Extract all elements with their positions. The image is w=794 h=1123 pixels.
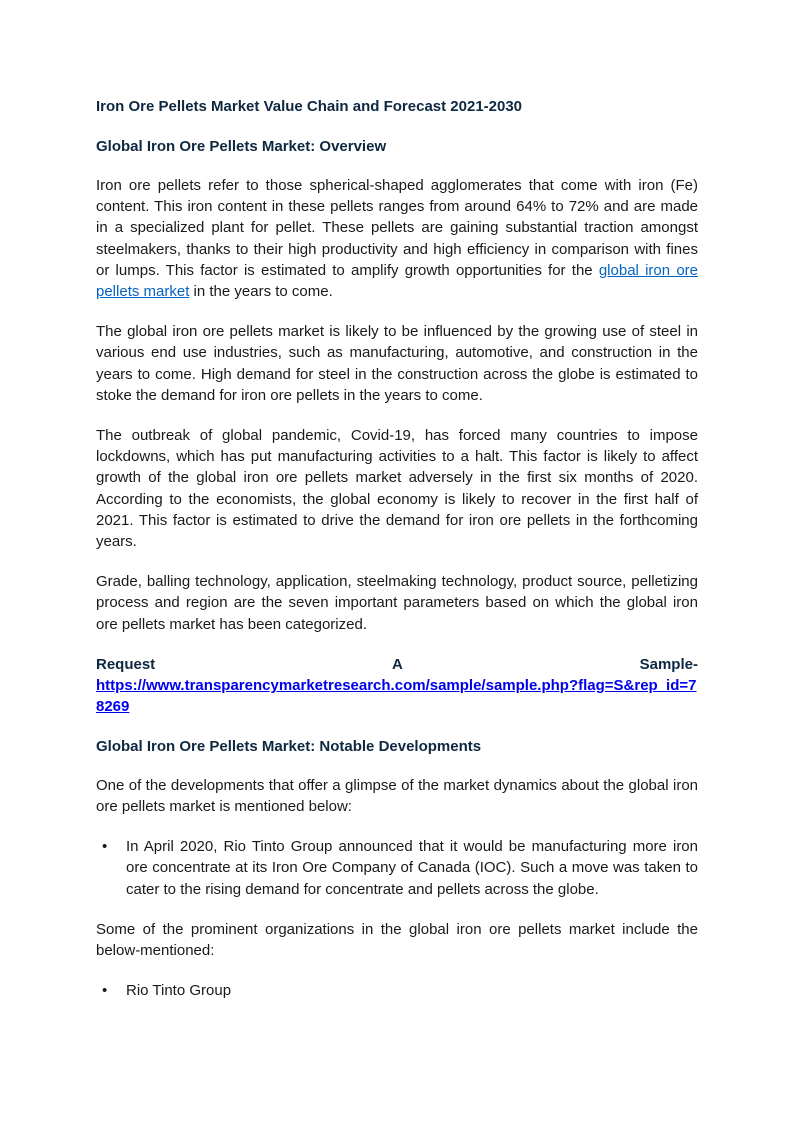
organizations-paragraph: Some of the prominent organizations in the global iron ore pellets market include the below-mentioned: <box>96 920 698 960</box>
request-sample-label <box>96 654 698 675</box>
developments-paragraph: One of the developments that offer a glimpse of the market dynamics about the global iron ore pellets market is mentioned below: <box>96 776 698 816</box>
overview-paragraph-1 <box>96 175 698 302</box>
document-page <box>96 96 698 1020</box>
bullet-icon: • <box>102 982 108 1000</box>
overview-heading: Global Iron Ore Pellets Market: Overview <box>96 138 387 155</box>
overview-paragraph-3: The outbreak of global pandemic, Covid-19, has forced many countries to impose lockdowns, which has put manufacturing activities to a halt. This factor is likely to affect growth of the global iron ore pellets market adversely in the first six months of 2020. According to the economists, the global economy is likely to recover in the first half of 2021. This factor is estimated to drive the demand for iron ore pellets in the forthcoming years. <box>96 427 698 551</box>
list-item-text: Rio Tinto Group <box>126 982 232 1000</box>
request-word: A <box>391 655 403 673</box>
request-word: Request <box>96 655 156 673</box>
developments-list <box>96 836 698 900</box>
organizations-list <box>96 980 698 1001</box>
overview-paragraph-4: Grade, balling technology, application, steelmaking technology, product source, pelletizing process and region are the seven important parameters based on which the global iron ore pellets market has been categorized. <box>96 573 698 633</box>
overview-paragraph-2: The global iron ore pellets market is likely to be influenced by the growing use of steel in various end use industries, such as manufacturing, automotive, and construction in the years to come. High demand for steel in the construction across the globe is estimated to stoke the demand for iron ore pellets in the years to come. <box>96 323 698 404</box>
bullet-icon: • <box>102 838 108 856</box>
sample-request-link[interactable]: https://www.transparencymarketresearch.com/sample/sample.php?flag=S&rep_id=78269 <box>96 676 697 715</box>
paragraph-text: Iron ore pellets refer to those spherical-shaped agglomerates that come with iron (Fe) content. This iron content in these pellets ranges from around 64% to 72% and are made in a specialized plant for pellet. These pellets are gaining substantial traction amongst steelmakers, thanks to their high productivity and high efficiency in comparison with fines or lumps. This factor is estimated to amplify growth opportunities for the <box>96 177 698 279</box>
list-item <box>96 980 698 1001</box>
paragraph-text: in the years to come. <box>189 283 333 301</box>
market-report-link[interactable]: global iron ore pellets market <box>96 261 699 301</box>
list-item <box>96 836 698 900</box>
request-sample-block <box>96 654 698 717</box>
document-title: Iron Ore Pellets Market Value Chain and Forecast 2021-2030 <box>96 98 523 115</box>
list-item-text: In April 2020, Rio Tinto Group announced that it would be manufacturing more iron ore concentrate at its Iron Ore Company of Canada (IOC). Such a move was taken to cater to the rising demand for concentrate and pellets across the globe. <box>126 838 698 898</box>
developments-heading: Global Iron Ore Pellets Market: Notable Developments <box>96 737 482 755</box>
request-word: Sample- <box>639 655 698 673</box>
